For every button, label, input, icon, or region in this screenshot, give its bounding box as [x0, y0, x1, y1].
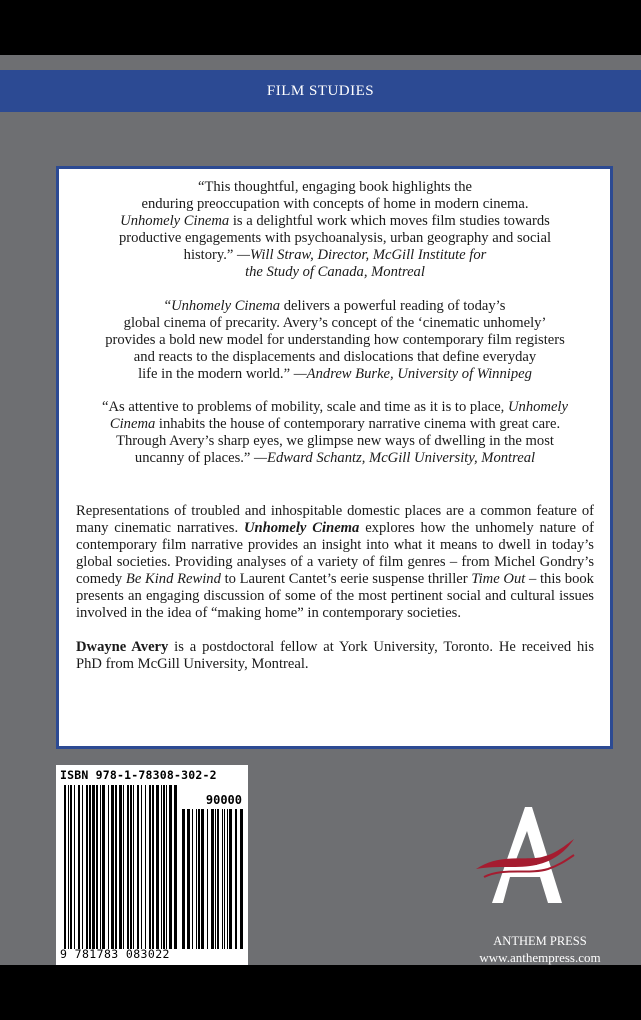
quote-will-straw: “This thoughtful, engaging book highlights the enduring preoccupation with concepts of home in modern cinema. Unhomely Cinema is a delightful work which moves film studies towards productive engagements with psychoanalysis, urban geography and social history.” —Will Straw, Director, McGill Institute for the Study of Canada, Montreal: [118, 179, 552, 280]
quote-andrew-burke: “Unhomely Cinema delivers a powerful reading of today’s global cinema of precarity. Avery’s concept of the ‘cinematic unhomely’ provides a bold new model for understanding how contemporary film registers and reacts to the displacements and dislocations that define everyday life in the modern world.” —Andrew Burke, University of Winnipeg: [105, 298, 565, 382]
category-banner: [0, 70, 641, 112]
isbn-barcode: [56, 765, 248, 965]
anthem-press-logo: [470, 803, 580, 913]
quote-edward-schantz: “As attentive to problems of mobility, scale and time as it is to place, Unhomely Cinema inhabits the house of contemporary narrative cinema with great care. Through Avery’s sharp eyes, we glimpse new ways of dwelling in the most uncanny of places.” —Edward Schantz, McGill University, Montreal: [102, 399, 568, 466]
quote-attribution: —Andrew Burke, University of Winnipeg: [293, 366, 532, 382]
quote-attribution: —Will Straw, Director, McGill Institute for: [237, 247, 487, 263]
publisher-name: ANTHEM PRESS: [493, 934, 587, 948]
quote-attribution: —Edward Schantz, McGill University, Montreal: [254, 450, 536, 466]
price-code: 90000: [205, 793, 242, 807]
barcode-bars: [56, 765, 248, 965]
publisher-url[interactable]: www.anthempress.com: [479, 950, 601, 965]
quote-attribution: the Study of Canada, Montreal: [245, 264, 425, 280]
author-bio: Dwayne Avery is a postdoctoral fellow at York University, Toronto. He received his PhD from McGill University, Montreal.: [76, 639, 594, 672]
isbn-label: ISBN 978-1-78308-302-2: [60, 768, 217, 782]
back-cover: [0, 55, 641, 965]
author-name: Dwayne Avery: [76, 639, 169, 655]
category-title: FILM STUDIES: [266, 83, 375, 99]
text-panel: [56, 166, 613, 749]
book-description: Representations of troubled and inhospitable domestic places are a common feature of many cinematic narratives. Unhomely Cinema explores how the unhomely nature of contemporary film narrative provides an insight into what it means to dwell in today’s global societies. Providing analyses of a variety of film genres – from Michel Gondry’s comedy Be Kind Rewind to Laurent Cantet’s eerie suspense thriller Time Out – this book presents an engaging discussion of some of the most pertinent social and cultural issues involved in the idea of “making home” in contemporary societies.: [76, 503, 595, 621]
barcode-digits: 9 781783 083022: [60, 947, 170, 961]
